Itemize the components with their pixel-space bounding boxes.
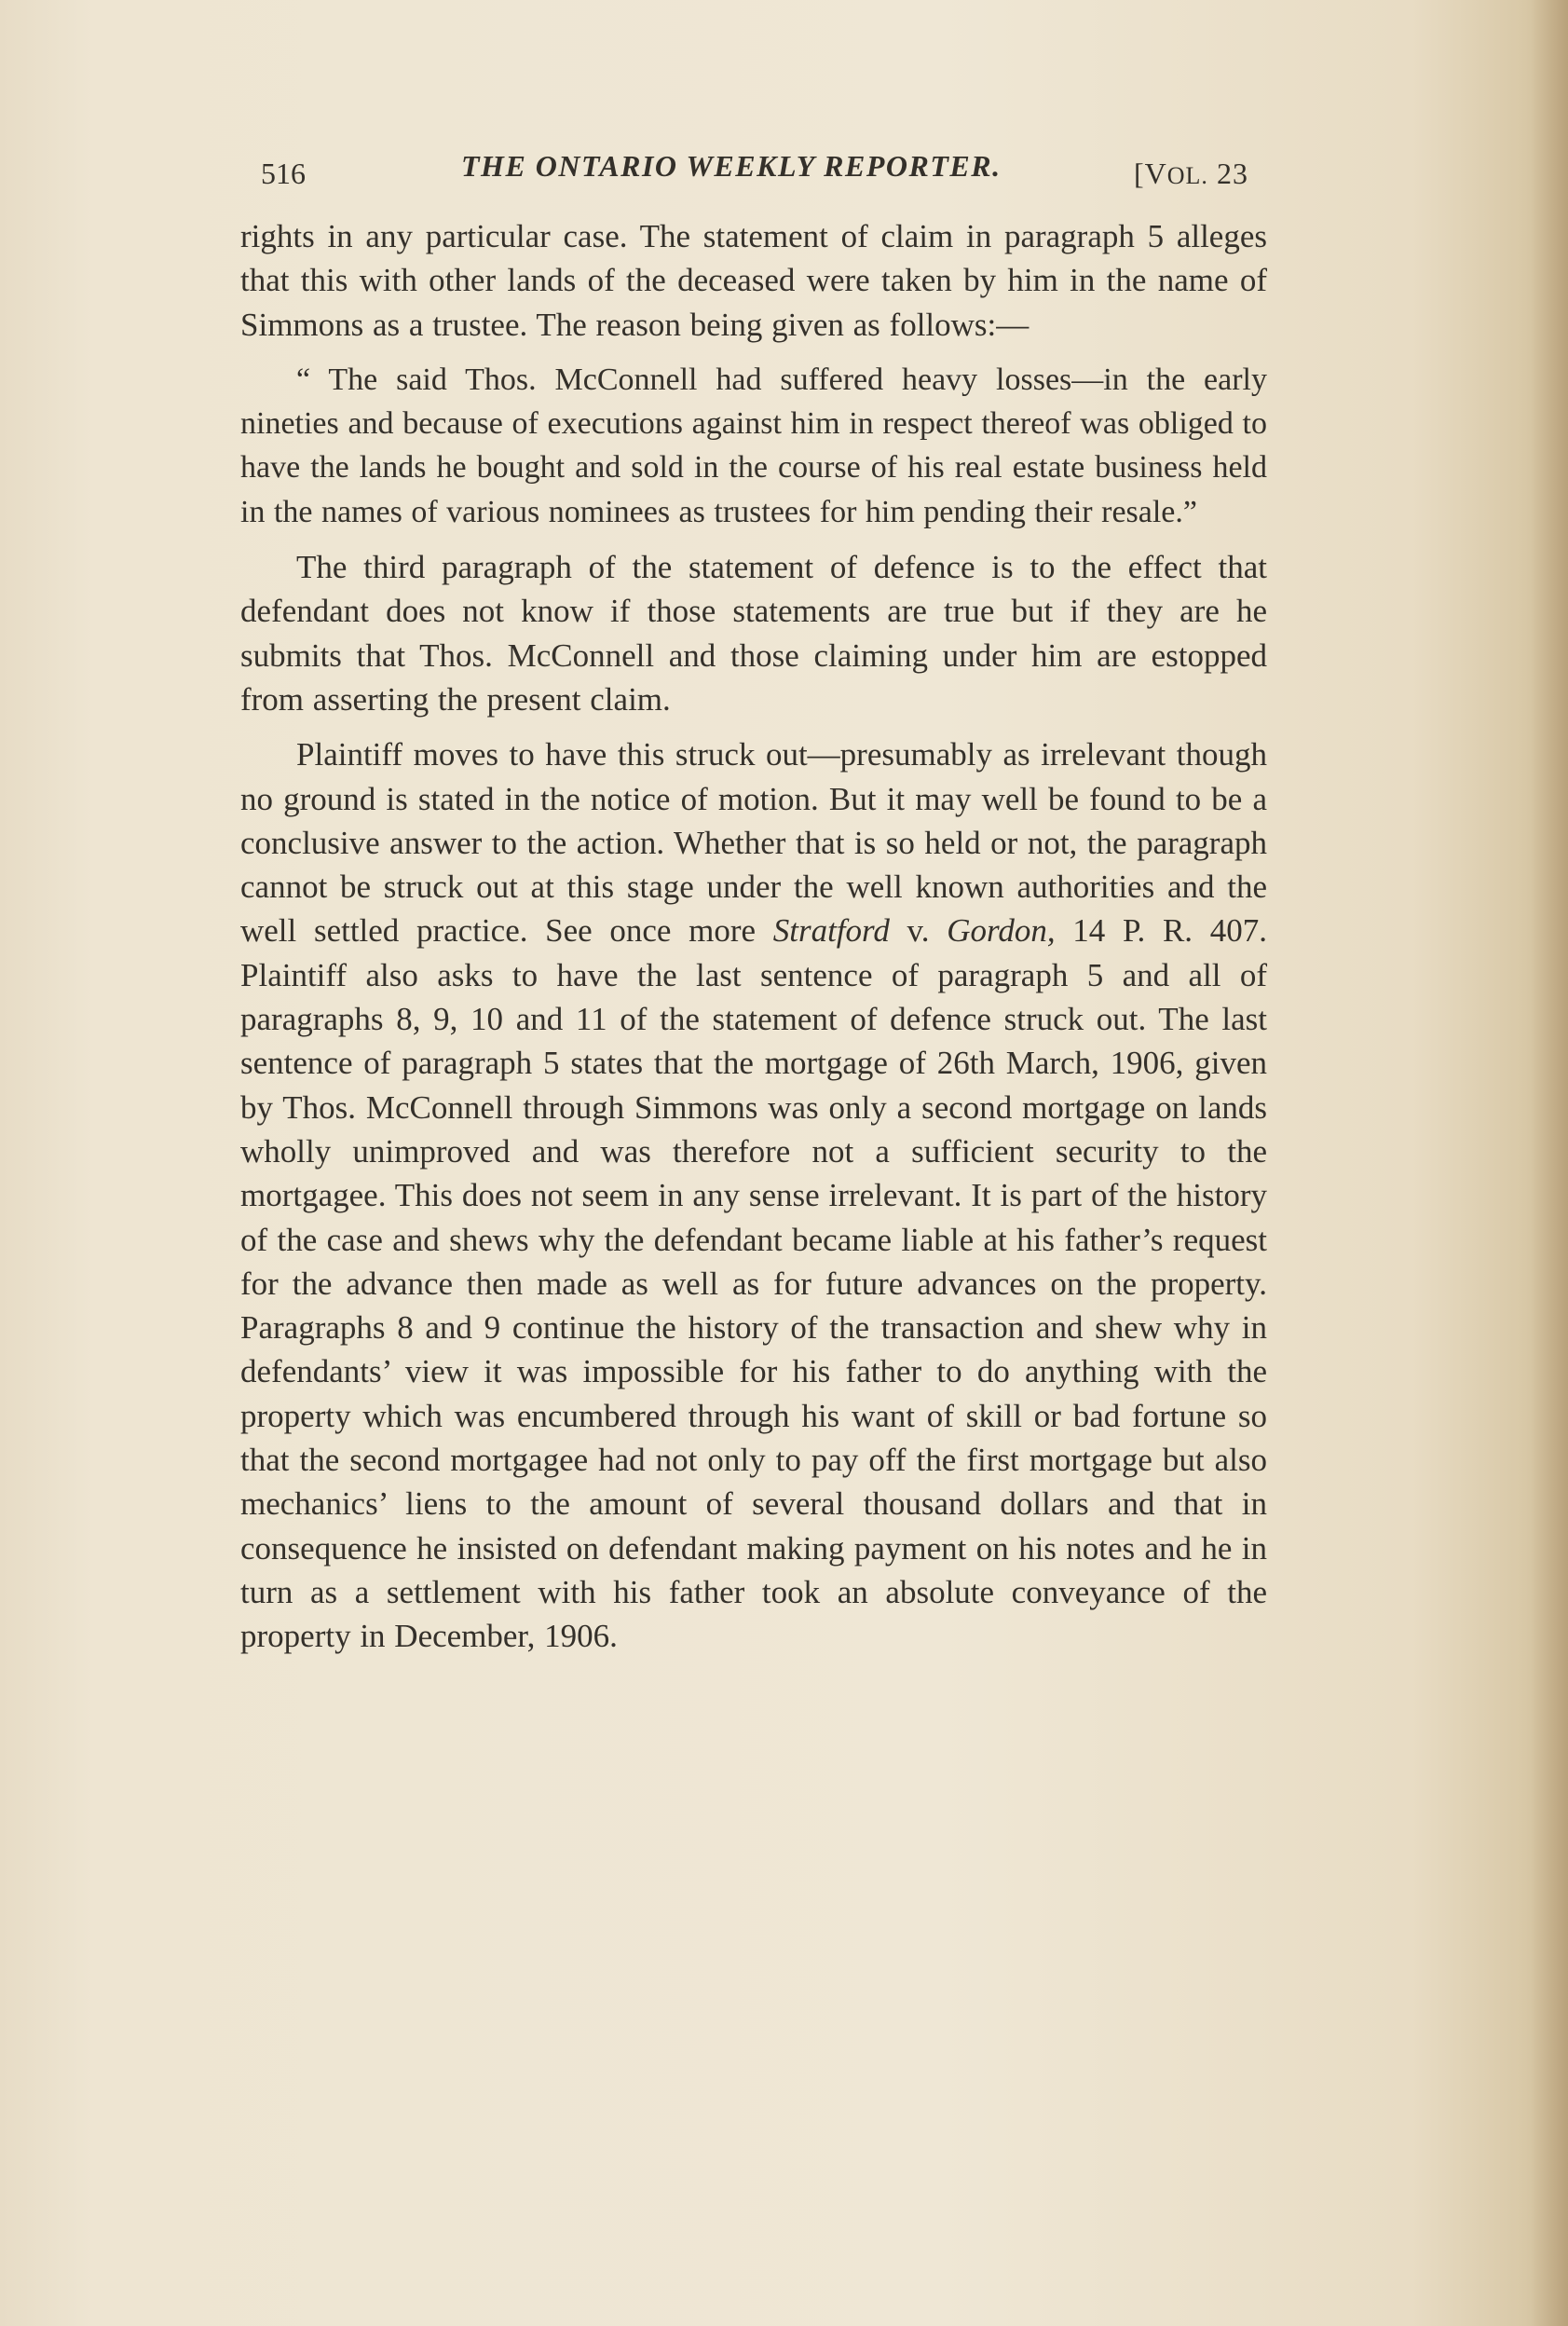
page-edge-shadow — [1531, 0, 1568, 2326]
case-name-gordon: Gordon, — [947, 912, 1056, 950]
body-text — [240, 214, 1267, 1670]
volume-number: 23 — [1207, 157, 1248, 190]
page-header — [261, 149, 1286, 196]
motion-text-start: Plaintiff moves to have this struck out—presumably as irrelevant though no ground is stated in the notice of motion. But it may well be found to be a conclusive answer to the action. Whether that is so held or not, the paragraph cannot be struck out at this stage under the well known authorities and the well settled practice. See once more — [240, 736, 1267, 950]
volume-label — [1134, 157, 1248, 191]
running-title: THE ONTARIO WEEKLY REPORTER. — [461, 149, 1002, 183]
volume-small-caps: OL. — [1166, 162, 1208, 189]
page-number: 516 — [261, 157, 306, 190]
paragraph-quotation: “ The said Thos. McConnell had suffered heavy losses—in the early nineties and because of executions against him in respect thereof was obliged to have the lands he bought and sold in the course of his real estate business held in the names of various nominees as trustees for him pending their resale.” — [240, 362, 1267, 529]
case-name-stratford: Stratford — [772, 912, 890, 950]
volume-bracket: [V — [1134, 157, 1167, 190]
motion-text-end: 14 P. R. 407. Plaintiff also asks to have the last sentence of paragraph 5 and all of paragraphs 8, 9, 10 and 11 of the statement of defence struck out. The last sentence of paragraph 5 states that the mortgage of 26th March, 1906, given by Thos. McConnell through Simmons was only a second mortgage on lands wholly unimproved and was therefore not a sufficient security to the mortgagee. This does not seem in any sense irrelevant. It is part of the history of the case and shews why the defendant became liable at his father’s request for the advance then made as well as for future advances on the property. Paragraphs 8 and 9 continue the history of the transaction and shew why in defendants’ view it was impossible for his father to do anything with the property which was encumbered through his want of skill or bad fortune so that the second mortgagee had not only to pay off the first mortgage but also mechanics’ liens to the amount of several thousand dollars and that in consequence he insisted on defendant making payment on his notes and he in turn as a settlement with his father took an absolute conveyance of the property in December, 1906. — [240, 912, 1267, 1655]
case-versus: v. — [889, 912, 948, 950]
paragraph-continuation: rights in any particular case. The statement of claim in paragraph 5 alleges that this with other lands of the deceased were taken by him in the name of Simmons as a trustee. The reason being given as follows:— — [240, 218, 1267, 343]
paragraph-motion — [240, 732, 1267, 1658]
paragraph-defence: The third paragraph of the statement of defence is to the effect that defendant does not know if those statements are true but if they are he submits that Thos. McConnell and those claiming under him are estopped from asserting the present claim. — [240, 549, 1267, 718]
